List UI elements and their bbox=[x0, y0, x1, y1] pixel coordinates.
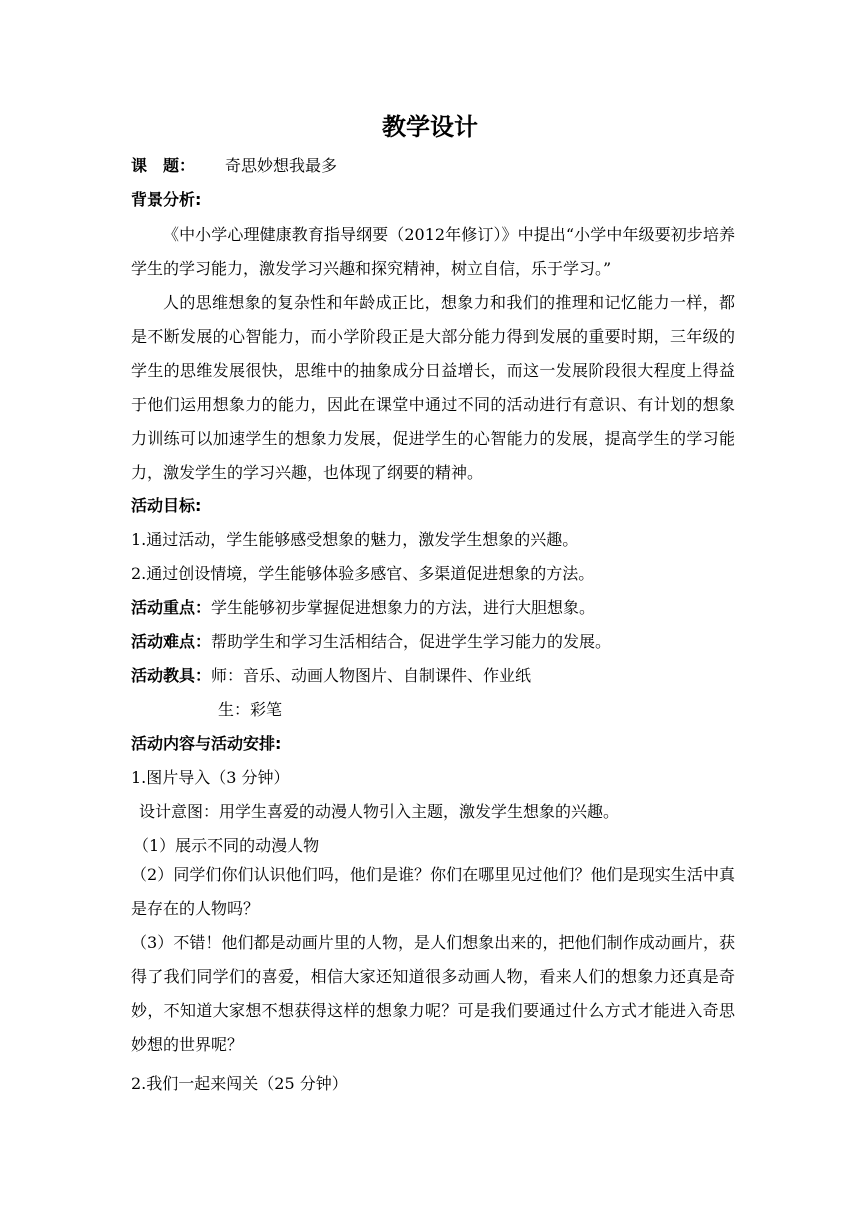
key-point-label: 活动重点： bbox=[131, 598, 212, 617]
difficulty-row bbox=[131, 631, 735, 653]
goal-item-1: 1.通过活动，学生能够感受想象的魅力，激发学生想象的兴趣。 bbox=[131, 530, 579, 549]
background-paragraph-1: 《中小学心理健康教育指导纲要（2012年修订）》中提出“小学中年级要初步培养学生的学习能力，激发学习兴趣和探究精神，树立自信，乐于学习。” bbox=[131, 225, 735, 278]
step-2-title: 2.我们一起来闯关（25 分钟） bbox=[131, 1074, 348, 1093]
topic-row bbox=[131, 155, 735, 177]
key-point-row bbox=[131, 597, 735, 619]
background-paragraph-2: 人的思维想象的复杂性和年龄成正比，想象力和我们的推理和记忆能力一样，都是不断发展的心智能力，而小学阶段正是大部分能力得到发展的重要时期，三年级的学生的思维发展很快，思维中的抽象成分日益增长，而这一发展阶段很大程度上得益于他们运用想象力的能力，因此在课堂中通过不同的活动进行有意识、有计划的想象力训练可以加速学生的想象力发展，促进学生的心智能力的发展，提高学生的学习能力，激发学生的学习兴趣，也体现了纲要的精神。 bbox=[131, 293, 735, 482]
difficulty-label: 活动难点： bbox=[131, 632, 212, 651]
tools-teacher: 师：音乐、动画人物图片、自制课件、作业纸 bbox=[211, 666, 532, 685]
background-heading: 背景分析: bbox=[131, 190, 202, 209]
difficulty-value: 帮助学生和学习生活相结合，促进学生学习能力的发展。 bbox=[211, 632, 612, 651]
step-1-title: 1.图片导入（3 分钟） bbox=[131, 768, 290, 787]
topic-value: 奇思妙想我最多 bbox=[225, 156, 338, 175]
list-item-3: （3）不错！他们都是动画片里的人物，是人们想象出来的，把他们制作成动画片，获得了我们同学们的喜爱，相信大家还知道很多动画人物，看来人们的想象力还真是奇妙，不知道大家想不想获得这样的想象力呢？可是我们要通过什么方式才能进入奇思妙想的世界呢？ bbox=[131, 933, 735, 1054]
page-title: 教学设计 bbox=[382, 113, 478, 141]
list-item-2: （2）同学们你们认识他们吗，他们是谁？你们在哪里见过他们？他们是现实生活中真是存在的人物吗？ bbox=[131, 865, 735, 918]
topic-label: 课 题： bbox=[131, 156, 196, 175]
tools-student: 生：彩笔 bbox=[218, 700, 283, 719]
tools-row bbox=[131, 665, 735, 687]
list-item-1: （1）展示不同的动漫人物 bbox=[133, 836, 320, 855]
goals-heading: 活动目标: bbox=[131, 496, 202, 515]
tools-label: 活动教具： bbox=[131, 666, 212, 685]
key-point-value: 学生能够初步掌握促进想象力的方法，进行大胆想象。 bbox=[211, 598, 596, 617]
design-intent: 设计意图：用学生喜爱的动漫人物引入主题，激发学生想象的兴趣。 bbox=[139, 802, 620, 821]
goal-item-2: 2.通过创设情境，学生能够体验多感官、多渠道促进想象的方法。 bbox=[131, 564, 595, 583]
content-heading: 活动内容与活动安排: bbox=[131, 734, 282, 753]
